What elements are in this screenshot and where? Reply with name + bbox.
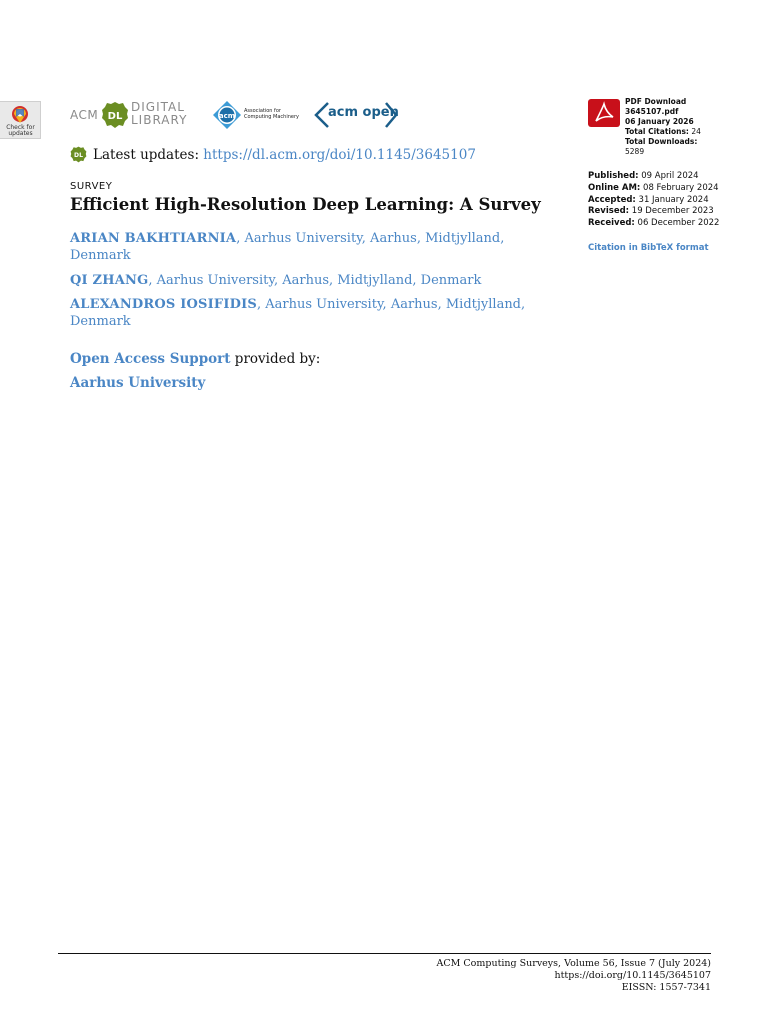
- latest-updates: [70, 146, 476, 163]
- published-label: Published:: [588, 171, 639, 181]
- date-revised: [588, 206, 719, 218]
- author-entry: [70, 230, 540, 264]
- author-name[interactable]: ARIAN BAKHTIARNIA: [70, 231, 237, 246]
- library-wordmark: LIBRARY: [131, 113, 188, 127]
- pdf-date: 06 January 2026: [625, 117, 694, 126]
- latest-updates-link[interactable]: https://dl.acm.org/doi/10.1145/3645107: [203, 147, 476, 163]
- pdf-download-label: PDF Download: [625, 97, 687, 106]
- accepted-value: 31 January 2024: [638, 194, 709, 205]
- revised-label: Revised:: [588, 206, 630, 217]
- open-access-org-link[interactable]: Aarhus University: [70, 375, 206, 391]
- total-citations: [625, 127, 701, 137]
- acm-association-logo[interactable]: [212, 100, 302, 130]
- online-label: Online AM:: [588, 182, 641, 193]
- latest-updates-label: Latest updates:: [93, 147, 199, 163]
- pdf-download-info[interactable]: [625, 97, 701, 157]
- crossmark-label: Check for updates: [6, 124, 35, 137]
- revised-value: 19 December 2023: [631, 206, 714, 217]
- article-type: SURVEY: [70, 181, 113, 192]
- bibtex-citation-link[interactable]: Citation in BibTeX format: [588, 243, 709, 253]
- author-name[interactable]: QI ZHANG: [70, 273, 149, 288]
- downloads-label: Total Downloads:: [625, 137, 698, 146]
- citations-value: 24: [691, 127, 701, 136]
- author-affiliation[interactable]: , Aarhus University, Aarhus, Midtjylland, Denmark: [70, 297, 526, 329]
- dl-badge-text: DL: [107, 111, 123, 122]
- date-online: [588, 183, 719, 195]
- digital-wordmark: DIGITAL: [131, 100, 185, 114]
- acm-diamond-text: acm: [218, 112, 236, 120]
- open-access-link[interactable]: Open Access Support: [70, 351, 231, 367]
- downloads-value: 5289: [625, 147, 645, 156]
- footer-rule: [58, 953, 711, 954]
- date-received: [588, 218, 719, 230]
- acm-diamond-icon: [212, 100, 242, 130]
- publication-dates: [588, 171, 719, 230]
- acm-wordmark: ACM: [70, 108, 99, 122]
- author-entry: [70, 296, 540, 330]
- received-label: Received:: [588, 218, 635, 229]
- pdf-download-icon[interactable]: [588, 99, 620, 127]
- footer-eissn: EISSN: 1557-7341: [621, 982, 711, 993]
- date-published: [588, 171, 719, 183]
- check-for-updates-badge[interactable]: [0, 101, 41, 139]
- article-title: Efficient High-Resolution Deep Learning: A Survey: [70, 195, 541, 214]
- footer-journal: ACM Computing Surveys, Volume 56, Issue 7 (July 2024): [436, 958, 711, 969]
- association-wordmark: Association for Computing Machinery: [244, 108, 299, 120]
- crossmark-icon: [10, 105, 30, 125]
- author-affiliation[interactable]: , Aarhus University, Aarhus, Midtjylland, Denmark: [148, 273, 482, 288]
- footer: [380, 958, 711, 994]
- citations-label: Total Citations:: [625, 127, 689, 136]
- open-access-line: [70, 351, 320, 367]
- acrobat-icon: [588, 99, 620, 127]
- acm-open-wordmark: acm open: [328, 105, 399, 120]
- date-accepted: [588, 195, 719, 207]
- received-value: 06 December 2022: [637, 218, 720, 229]
- accepted-label: Accepted:: [588, 194, 636, 205]
- pdf-filename: 3645107.pdf: [625, 107, 679, 116]
- author-name[interactable]: ALEXANDROS IOSIFIDIS: [70, 297, 257, 312]
- author-entry: [70, 272, 540, 289]
- dl-gear-small-icon: [70, 146, 87, 163]
- acm-open-logo[interactable]: [314, 100, 400, 130]
- acm-digital-library-logo[interactable]: [70, 100, 198, 130]
- footer-doi[interactable]: https://doi.org/10.1145/3645107: [554, 970, 711, 981]
- published-value: 09 April 2024: [641, 171, 699, 181]
- dl-small-badge-text: DL: [74, 151, 83, 159]
- author-affiliation[interactable]: , Aarhus University, Aarhus, Midtjylland, Denmark: [70, 231, 505, 263]
- open-access-text: provided by:: [230, 351, 321, 367]
- online-value: 08 February 2024: [643, 182, 719, 193]
- dl-gear-icon: [101, 101, 129, 129]
